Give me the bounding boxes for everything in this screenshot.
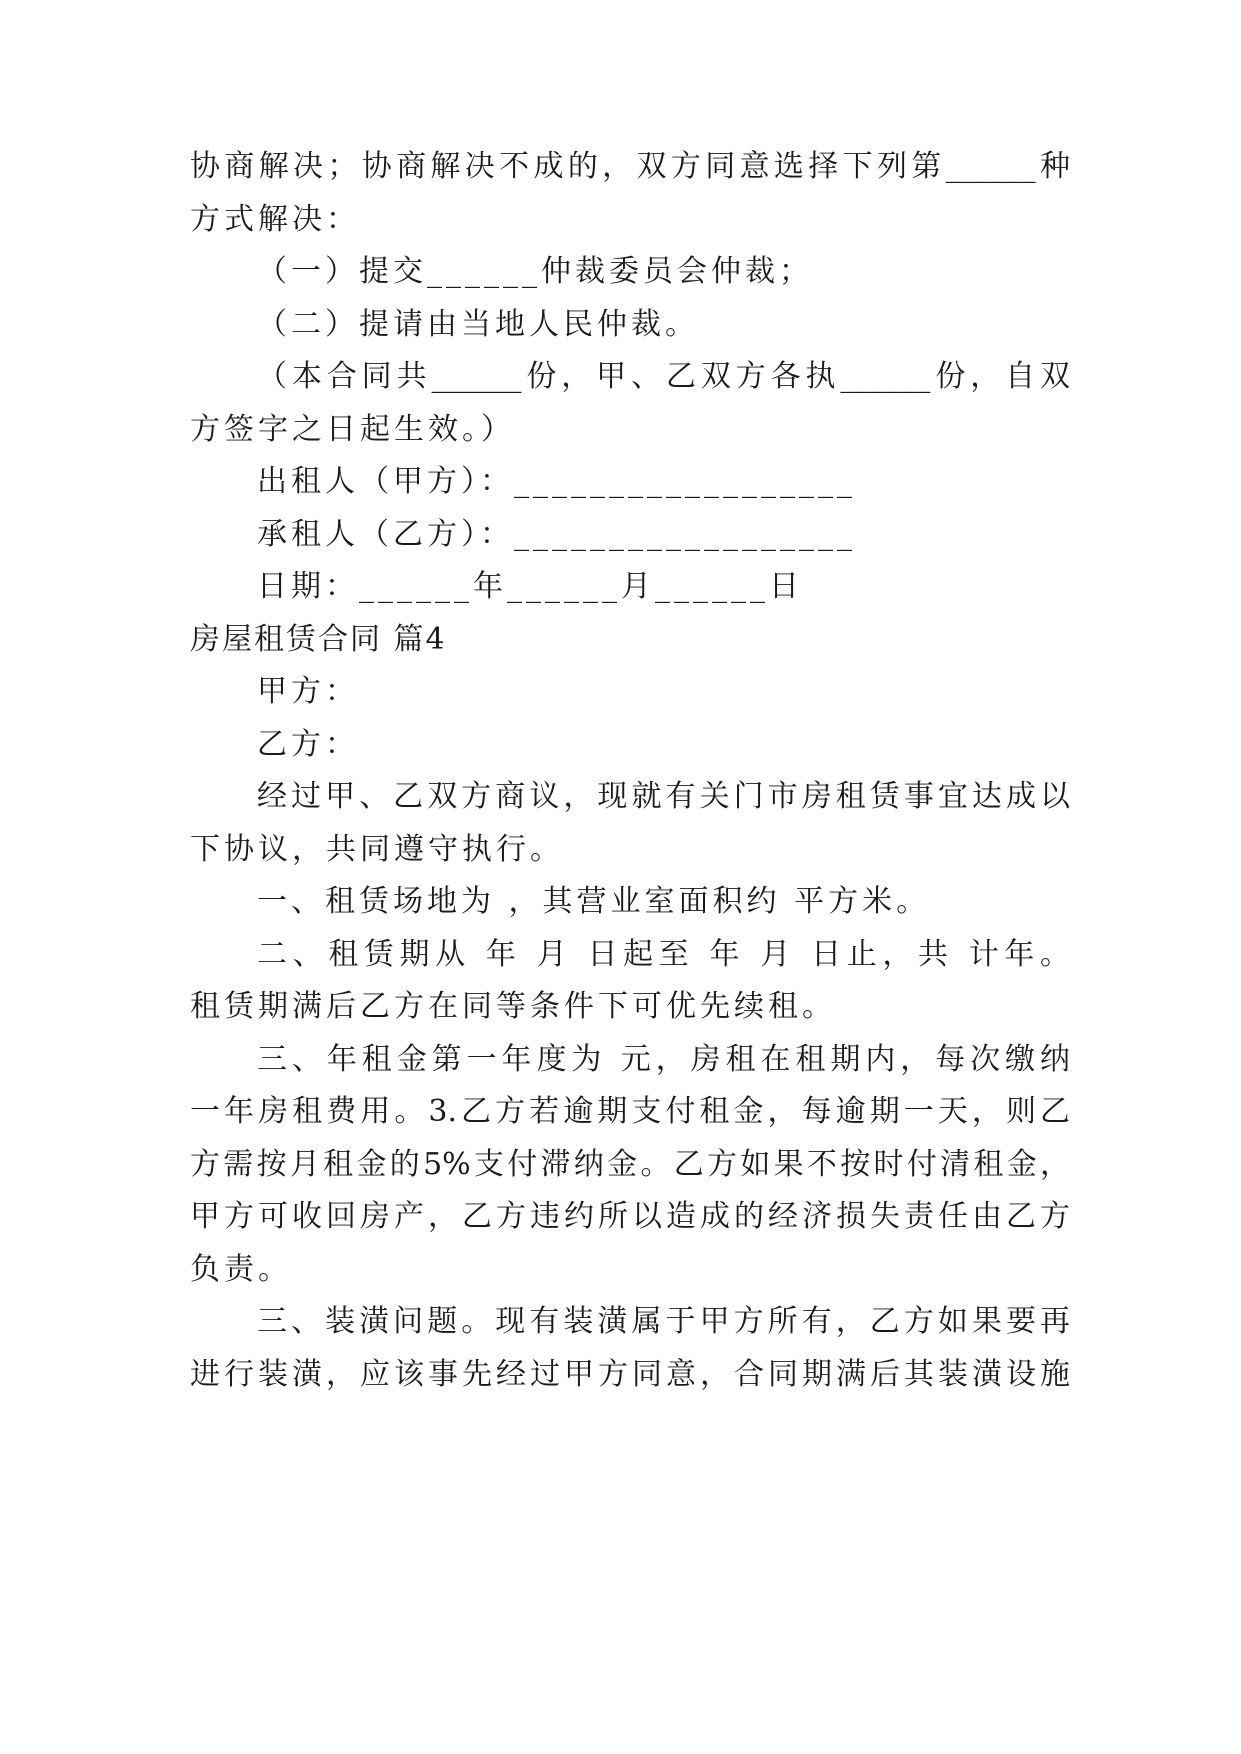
- clause-line: 三、装潢问题。现有装潢属于甲方所有，乙方如果要再: [257, 1304, 1070, 1339]
- paragraph-line: 方式解决：: [190, 202, 360, 237]
- signature-line-lessor: 出租人（甲方）：__________________: [257, 464, 856, 499]
- paragraph-line: 租赁期满后乙方在同等条件下可优先续租。: [190, 989, 836, 1024]
- clause-line: 二、租赁期从 年 月 日起至 年 月 日止，共 计年。: [257, 937, 1070, 972]
- paragraph-line: 一年房租费用。3.乙方若逾期支付租金，每逾期一天，则乙: [190, 1094, 1070, 1129]
- section-heading: 房屋租赁合同 篇4: [190, 622, 447, 657]
- party-b-line: 乙方：: [257, 727, 359, 762]
- paragraph-line: （本合同共______份，甲、乙双方各执______份，自双: [257, 359, 1070, 394]
- paragraph-line: 协商解决；协商解决不成的，双方同意选择下列第______种: [190, 149, 1070, 184]
- date-line: 日期：______年______月______日: [257, 569, 803, 604]
- paragraph-line: 甲方可收回房产，乙方违约所以造成的经济损失责任由乙方: [190, 1199, 1070, 1234]
- paragraph-line: 进行装潢，应该事先经过甲方同意，合同期满后其装潢设施: [190, 1357, 1070, 1392]
- paragraph-line: 方需按月租金的5%支付滞纳金。乙方如果不按时付清租金，: [190, 1147, 1070, 1182]
- party-a-line: 甲方：: [257, 674, 359, 709]
- paragraph-line: 方签字之日起生效。）: [190, 412, 515, 447]
- paragraph-line: （二）提请由当地人民仲裁。: [257, 307, 699, 342]
- clause-line: 三、年租金第一年度为 元，房租在租期内，每次缴纳: [257, 1042, 1070, 1077]
- paragraph-line: 负责。: [190, 1252, 292, 1287]
- clause-line: 一、租赁场地为 ，其营业室面积约 平方米。: [257, 884, 931, 919]
- signature-line-lessee: 承租人（乙方）：__________________: [257, 517, 856, 552]
- paragraph-line: 下协议，共同遵守执行。: [190, 832, 564, 867]
- paragraph-line: 经过甲、乙双方商议，现就有关门市房租赁事宜达成以: [257, 779, 1070, 814]
- paragraph-line: （一）提交______仲裁委员会仲裁；: [257, 254, 813, 289]
